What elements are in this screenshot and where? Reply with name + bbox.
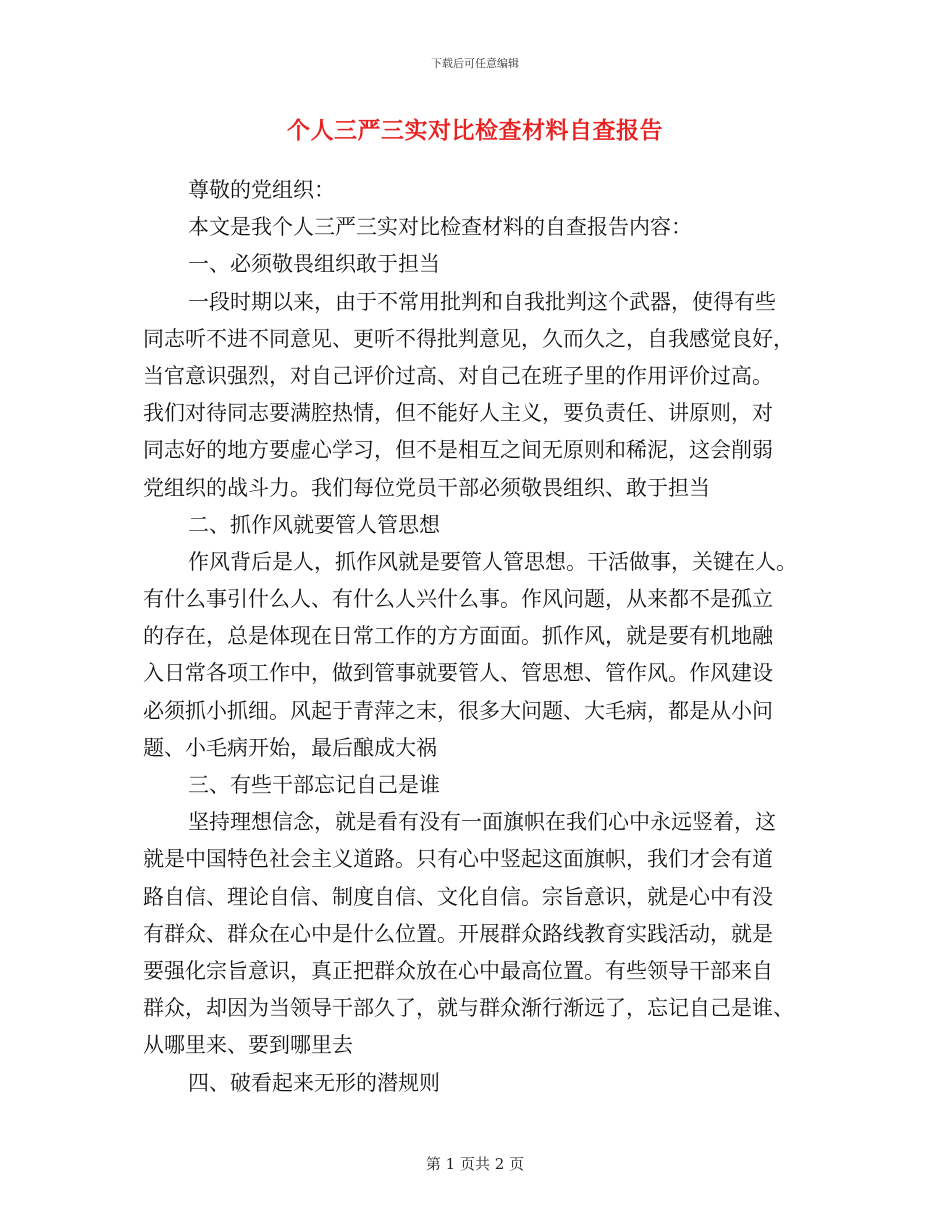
body-line: 当官意识强烈，对自己评价过高、对自己在班子里的作用评价过高。	[143, 363, 773, 388]
body-line: 我们对待同志要满腔热情，但不能好人主义，要负责任、讲原则，对	[143, 401, 773, 426]
body-line: 必须抓小抓细。风起于青萍之末，很多大问题、大毛病，都是从小问	[143, 698, 773, 723]
body-line: 尊敬的党组织：	[188, 178, 335, 202]
body-line: 同志听不进不同意见、更听不得批判意见，久而久之，自我感觉良好，	[143, 326, 794, 351]
body-line: 要强化宗旨意识，真正把群众放在心中最高位置。有些领导干部来自	[143, 958, 773, 983]
body-line: 一、必须敬畏组织敢于担当	[188, 252, 440, 277]
body-line: 坚持理想信念，就是看有没有一面旗帜在我们心中永远竖着，这	[188, 810, 776, 835]
header-note: 下载后可任意编辑	[431, 57, 519, 70]
body-line: 的存在，总是体现在日常工作的方方面面。抓作风，就是要有机地融	[143, 624, 773, 649]
document-title: 个人三严三实对比检查材料自查报告	[287, 117, 663, 144]
body-line: 有群众、群众在心中是什么位置。开展群众路线教育实践活动，就是	[143, 921, 773, 946]
body-line: 三、有些干部忘记自己是谁	[188, 773, 440, 797]
page-number-footer: 第 1 页共 2 页	[425, 1155, 525, 1173]
body-line: 作风背后是人，抓作风就是要管人管思想。干活做事，关键在人。	[188, 549, 797, 574]
body-line: 四、破看起来无形的潜规则	[188, 1070, 440, 1095]
body-line: 党组织的战斗力。我们每位党员干部必须敬畏组织、敢于担当	[143, 475, 710, 500]
document-body	[143, 172, 807, 1102]
body-line: 群众，却因为当领导干部久了，就与群众渐行渐远了，忘记自己是谁、	[143, 996, 794, 1021]
body-line: 二、抓作风就要管人管思想	[188, 512, 440, 537]
body-line: 路自信、理论自信、制度自信、文化自信。宗旨意识，就是心中有没	[143, 884, 773, 909]
body-line: 本文是我个人三严三实对比检查材料的自查报告内容：	[188, 215, 692, 240]
body-line: 有什么事引什么人、有什么人兴什么事。作风问题，从来都不是孤立	[143, 587, 773, 612]
body-line: 从哪里来、要到哪里去	[143, 1033, 353, 1058]
body-line: 题、小毛病开始，最后酿成大祸	[143, 735, 437, 760]
body-line: 一段时期以来，由于不常用批判和自我批判这个武器，使得有些	[188, 289, 776, 314]
body-line: 入日常各项工作中，做到管事就要管人、管思想、管作风。作风建设	[143, 661, 773, 686]
body-line: 就是中国特色社会主义道路。只有心中竖起这面旗帜，我们才会有道	[143, 847, 773, 872]
body-line: 同志好的地方要虚心学习，但不是相互之间无原则和稀泥，这会削弱	[143, 438, 773, 463]
